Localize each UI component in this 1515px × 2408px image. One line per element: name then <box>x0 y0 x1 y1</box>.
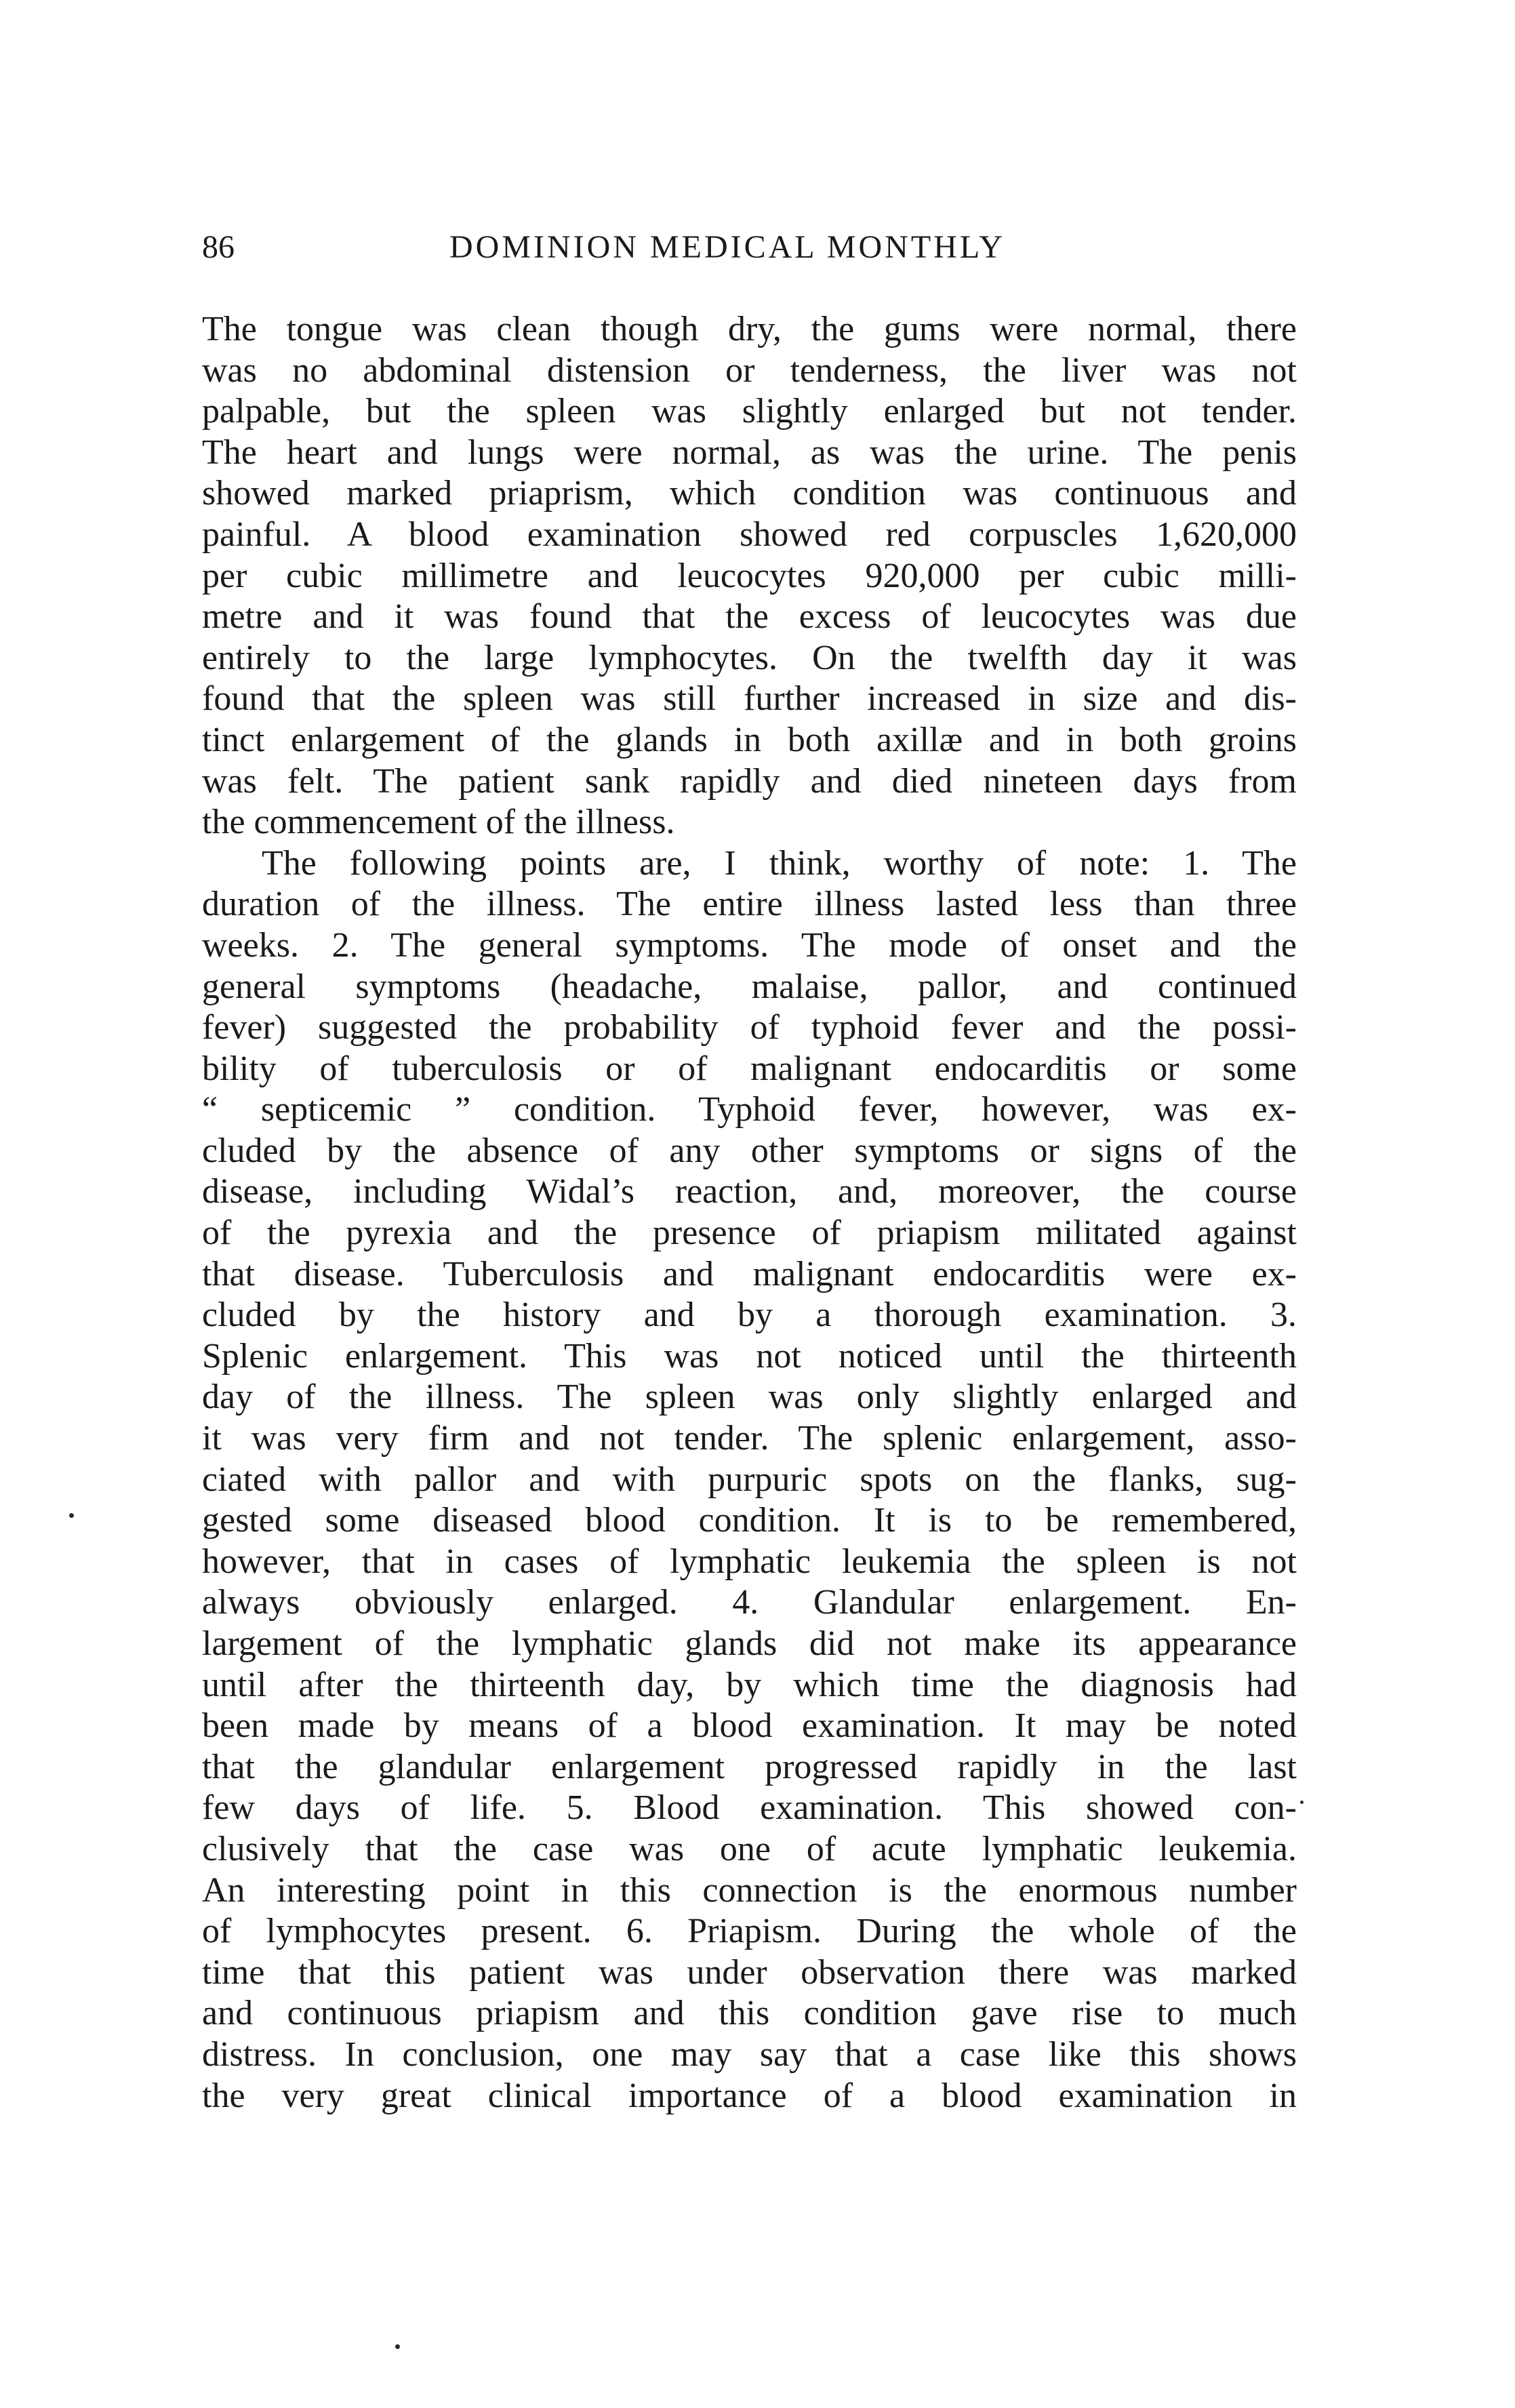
text-line: was felt. The patient sank rapidly and died nineteen days from <box>202 761 1297 801</box>
text-line: per cubic millimetre and leucocytes 920,000 per cubic milli- <box>202 556 1297 595</box>
text-line: An interesting point in this connection is the enormous number <box>202 1870 1297 1910</box>
text-line: painful. A blood examination showed red corpuscles 1,620,000 <box>202 515 1297 554</box>
text-line: few days of life. 5. Blood examination. This showed con- <box>202 1788 1297 1828</box>
text-line: weeks. 2. The general symptoms. The mode of onset and the <box>202 925 1297 965</box>
text-line: metre and it was found that the excess of leucocytes was due <box>202 597 1297 637</box>
text-line: and continuous priapism and this condition gave rise to much <box>202 1994 1297 2033</box>
text-line: gested some diseased blood condition. It is to be remembered, <box>202 1501 1297 1540</box>
text-line: bility of tuberculosis or of malignant endocarditis or some <box>202 1049 1297 1088</box>
text-line: of lymphocytes present. 6. Priapism. During the whole of the <box>202 1912 1297 1951</box>
text-line: showed marked priaprism, which condition was continuous and <box>202 474 1297 513</box>
margin-speck <box>395 2344 400 2349</box>
text-line: general symptoms (headache, malaise, pallor, and continued <box>202 967 1297 1006</box>
text-line: largement of the lymphatic glands did not make its appearance <box>202 1624 1297 1663</box>
text-line: been made by means of a blood examination. It may be noted <box>202 1706 1297 1746</box>
text-line: of the pyrexia and the presence of priapism militated against <box>202 1213 1297 1253</box>
text-line: that disease. Tuberculosis and malignant endocarditis were ex- <box>202 1254 1297 1293</box>
journal-title: DOMINION MEDICAL MONTHLY <box>449 229 1006 265</box>
running-head <box>202 224 1300 271</box>
text-line: it was very firm and not tender. The splenic enlargement, asso- <box>202 1419 1297 1458</box>
text-line: that the glandular enlargement progressed rapidly in the last <box>202 1747 1297 1786</box>
text-line: until after the thirteenth day, by which time the diagnosis had <box>202 1665 1297 1704</box>
text-line: entirely to the large lymphocytes. On the twelfth day it was <box>202 638 1297 677</box>
text-line: The following points are, I think, worthy of note: 1. The <box>262 843 1297 883</box>
text-line: tinct enlargement of the glands in both axillæ and in both groins <box>202 720 1297 759</box>
text-line: day of the illness. The spleen was only slightly enlarged and <box>202 1378 1297 1417</box>
text-line: The tongue was clean though dry, the gums were normal, there <box>202 310 1297 348</box>
text-line: clusively that the case was one of acute lymphatic leukemia. <box>202 1829 1297 1868</box>
text-line: was no abdominal distension or tenderness, the liver was not <box>202 350 1297 390</box>
text-line: duration of the illness. The entire illness lasted less than three <box>202 885 1297 924</box>
text-line: always obviously enlarged. 4. Glandular enlargement. En- <box>202 1583 1297 1622</box>
text-line: disease, including Widal’s reaction, and, moreover, the course <box>202 1172 1297 1211</box>
text-line: “ septicemic ” condition. Typhoid fever, however, was ex- <box>202 1090 1297 1129</box>
margin-speck <box>1300 1801 1304 1804</box>
text-line: ciated with pallor and with purpuric spots on the flanks, sug- <box>202 1460 1297 1499</box>
page-number: 86 <box>202 229 235 265</box>
text-line: palpable, but the spleen was slightly enlarged but not tender. <box>202 392 1297 431</box>
text-line: fever) suggested the probability of typhoid fever and the possi- <box>202 1008 1297 1047</box>
text-line: cluded by the absence of any other symptoms or signs of the <box>202 1131 1297 1170</box>
article-body <box>202 309 1297 2116</box>
text-line: found that the spleen was still further increased in size and dis- <box>202 679 1297 719</box>
text-line: cluded by the history and by a thorough examination. 3. <box>202 1296 1297 1335</box>
text-line: the commencement of the illness. <box>202 803 675 842</box>
text-line: time that this patient was under observation there was marked <box>202 1952 1297 1992</box>
margin-speck <box>69 1513 74 1518</box>
text-line: however, that in cases of lymphatic leukemia the spleen is not <box>202 1542 1297 1581</box>
text-line: The heart and lungs were normal, as was the urine. The penis <box>202 433 1297 472</box>
text-line: Splenic enlargement. This was not noticed until the thirteenth <box>202 1336 1297 1376</box>
text-line: distress. In conclusion, one may say that a case like this shows <box>202 2034 1297 2074</box>
text-line: the very great clinical importance of a blood examination in <box>202 2076 1297 2115</box>
